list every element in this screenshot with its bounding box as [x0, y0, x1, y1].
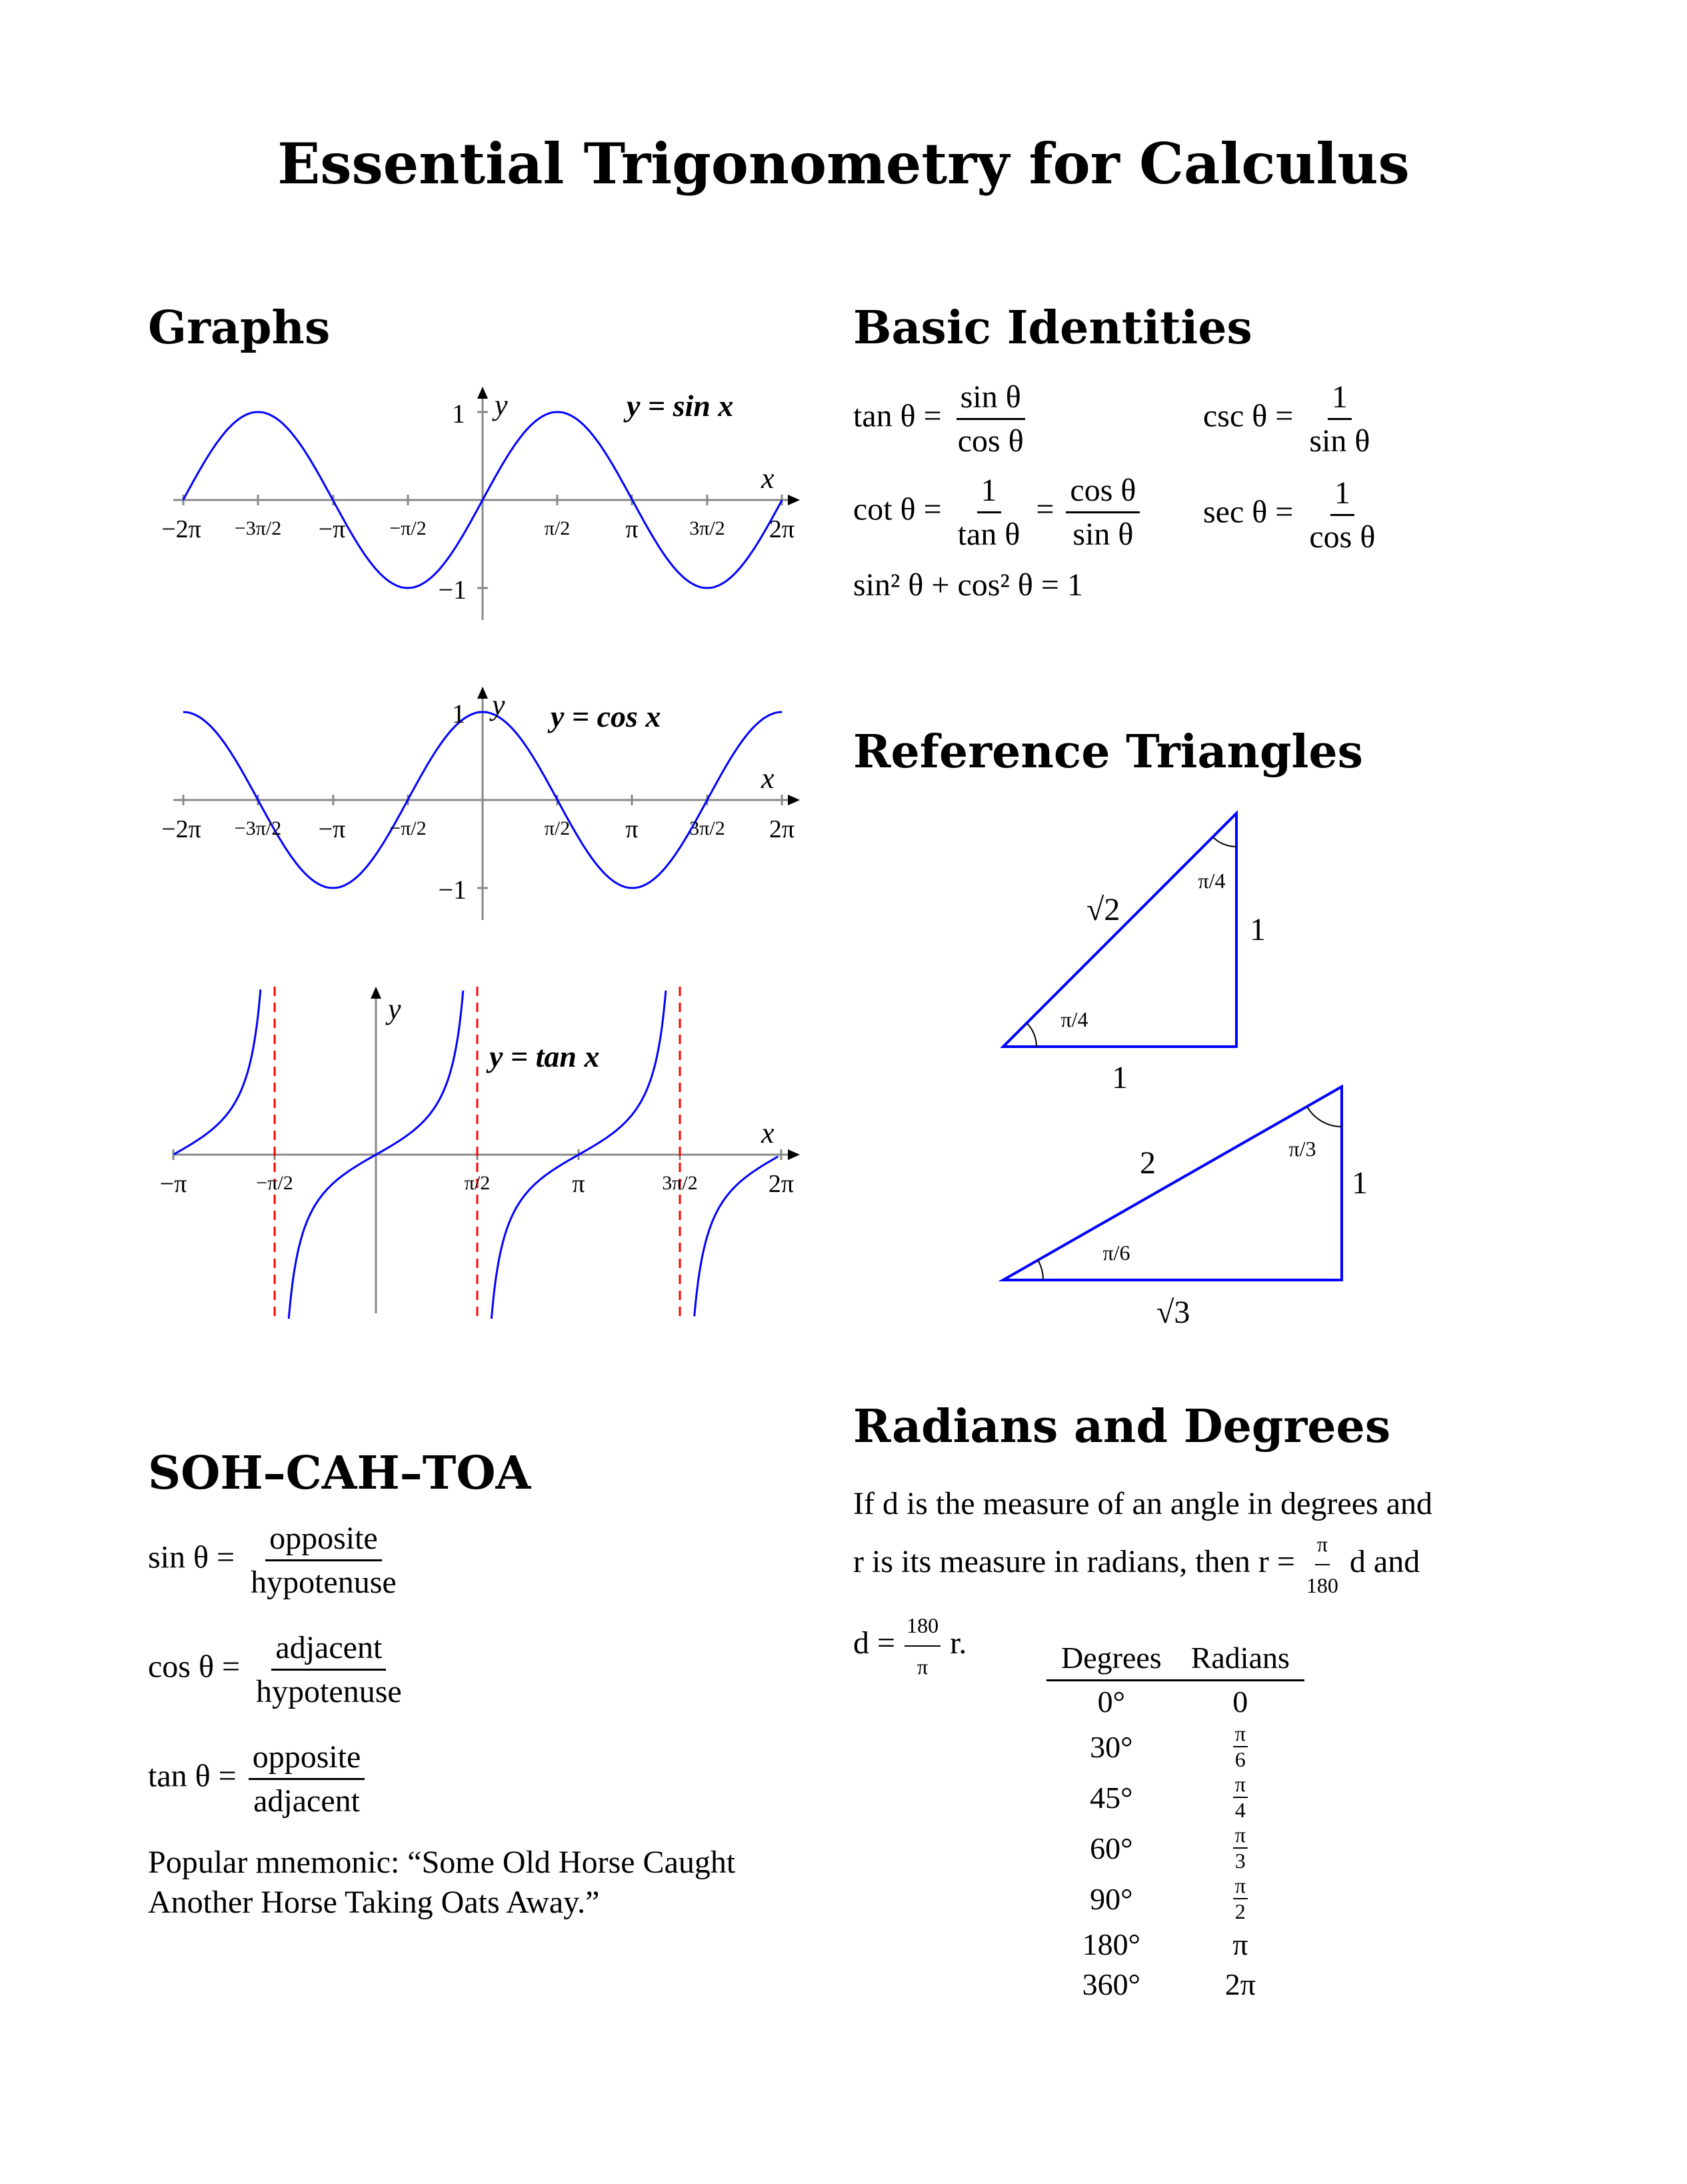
tangent-graph [153, 980, 820, 1327]
x-tick-labels [161, 515, 795, 543]
angle-label: π/3 [1288, 1137, 1316, 1161]
x-tick-label: −π/2 [389, 817, 427, 839]
pythagorean-identity: sin² θ + cos² θ = 1 [853, 567, 1083, 603]
x-tick-label: 3π/2 [689, 817, 725, 839]
identity-sec [1203, 475, 1383, 555]
x-axis-arrow [788, 495, 800, 505]
y-axis-arrow [477, 387, 488, 399]
radians-cell [1176, 1823, 1304, 1873]
fraction-denominator: π [917, 1655, 928, 1679]
paragraph-text: d and [1349, 1544, 1420, 1580]
paragraph-line [853, 1524, 1533, 1605]
radians-cell [1176, 1873, 1304, 1924]
x-tick-label: −π [318, 815, 346, 843]
x-tick-label: 2π [769, 515, 795, 543]
fraction-numerator: 1 [1330, 475, 1354, 516]
graphs-heading: Graphs [148, 301, 331, 355]
tangent-branch [695, 1157, 779, 1317]
fraction-numerator: π [1233, 1721, 1248, 1747]
x-tick-label: π [572, 1170, 585, 1198]
toa-tan [148, 1739, 369, 1819]
triangle-30-60 [1003, 1087, 1368, 1330]
fraction-denominator: adjacent [253, 1783, 360, 1819]
y-axis-arrow [371, 987, 381, 999]
hypotenuse-label: √2 [1086, 892, 1120, 927]
axis-label-y: y [492, 689, 505, 721]
paragraph-text: d = [853, 1625, 896, 1661]
fraction-denominator: 2 [1234, 1899, 1246, 1923]
angle-label: π/4 [1198, 869, 1226, 893]
conversion-table [1046, 1640, 1304, 2004]
axis-label-y: y [388, 993, 401, 1025]
fraction-denominator: sin θ [1309, 423, 1370, 459]
degrees-cell: 90° [1090, 1881, 1133, 1916]
paragraph-line: If d is the measure of an angle in degrees and [853, 1486, 1432, 1521]
fraction-numerator: opposite [265, 1520, 382, 1561]
soh-sin [148, 1520, 405, 1601]
axis-label-x: x [761, 1117, 775, 1149]
degrees-cell: 30° [1090, 1729, 1133, 1764]
asymptotes [275, 987, 680, 1320]
table-header-row [1046, 1640, 1304, 1681]
y-tick-label-neg1: −1 [438, 875, 467, 905]
x-tick-label: 3π/2 [662, 1172, 698, 1194]
fraction-denominator: cos θ [957, 423, 1024, 459]
fraction-numerator: π [1233, 1772, 1248, 1798]
angle-arc [1026, 1023, 1036, 1047]
fraction-denominator: 6 [1234, 1747, 1246, 1771]
x-tick-label: −π/2 [256, 1172, 293, 1194]
degrees-cell: 0° [1097, 1684, 1126, 1719]
paragraph-text: r is its measure in radians, then r = [853, 1544, 1295, 1580]
table-row [1046, 1681, 1304, 1722]
radians-cell: 2π [1224, 1967, 1256, 2001]
axis-label-x: x [761, 462, 775, 495]
axis-label-y: y [495, 389, 508, 421]
x-tick-label: π [625, 815, 639, 843]
table-row [1046, 1721, 1304, 1772]
page-title: Essential Trigonometry for Calculus [277, 131, 1410, 197]
x-tick-label: π/2 [464, 1172, 491, 1194]
fraction-denominator: sin θ [1072, 517, 1134, 552]
sine-graph [153, 380, 820, 620]
column-header-degrees: Degrees [1046, 1640, 1176, 1681]
radians-cell: 0 [1232, 1684, 1248, 1719]
x-tick-label: −2π [161, 815, 201, 843]
cah-cos [148, 1629, 410, 1710]
x-tick-label: 3π/2 [689, 517, 725, 539]
radians-cell: π [1232, 1927, 1248, 1961]
fraction-denominator: hypotenuse [251, 1565, 397, 1600]
identity-lhs: tan θ = [853, 398, 942, 434]
axis-label-x: x [761, 762, 775, 795]
fraction-numerator: 1 [977, 472, 1001, 513]
fraction-denominator: hypotenuse [256, 1674, 402, 1709]
identity-tan [853, 379, 1032, 459]
x-tick-label: 2π [768, 1170, 795, 1198]
angle-arc [1213, 837, 1236, 847]
fraction-numerator: opposite [249, 1739, 365, 1780]
equals-sign: = [1036, 491, 1054, 527]
radians-heading: Radians and Degrees [853, 1400, 1391, 1453]
table-row [1046, 1924, 1304, 1964]
triangle-45 [1003, 813, 1266, 1095]
x-tick-label: −π [318, 515, 346, 543]
x-axis-arrow [788, 1149, 800, 1160]
fraction-denominator: cos θ [1309, 519, 1376, 555]
identity-lhs: cos θ = [148, 1649, 241, 1685]
side-label-horizontal: 1 [1112, 1060, 1128, 1095]
x-tick-label: −3π/2 [234, 817, 282, 839]
paragraph-text: r. [950, 1625, 967, 1661]
degrees-cell: 45° [1090, 1780, 1133, 1815]
identities-heading: Basic Identities [853, 301, 1252, 355]
side-label-horizontal: √3 [1156, 1295, 1190, 1330]
radians-cell [1176, 1721, 1304, 1772]
hypotenuse-label: 2 [1140, 1145, 1156, 1181]
x-tick-label: −π/2 [389, 517, 427, 539]
angle-arc [1307, 1107, 1342, 1127]
degrees-cell: 180° [1082, 1927, 1141, 1961]
table-row [1046, 1964, 1304, 2004]
degrees-cell: 360° [1082, 1967, 1141, 2001]
mnemonic-text: Popular mnemonic: “Some Old Horse Caught Another Horse Taking Oats Away.” [148, 1845, 736, 1920]
x-axis-arrow [788, 795, 800, 805]
identity-lhs: sin θ = [148, 1539, 235, 1575]
y-axis-arrow [477, 687, 488, 699]
angle-label: π/6 [1102, 1241, 1130, 1265]
x-tick-label: π/2 [544, 517, 571, 539]
fraction-numerator: π [1233, 1873, 1248, 1899]
radians-cell [1176, 1772, 1304, 1823]
fraction-numerator: adjacent [271, 1629, 386, 1671]
identity-cot [853, 472, 1144, 553]
x-tick-label: 2π [769, 815, 795, 843]
side-label-vertical: 1 [1250, 912, 1266, 947]
fraction-numerator: sin θ [956, 379, 1025, 420]
x-tick-label: −3π/2 [234, 517, 282, 539]
triangles-heading: Reference Triangles [853, 725, 1363, 779]
table-row [1046, 1873, 1304, 1924]
identity-lhs: cot θ = [853, 491, 942, 527]
reference-triangles [986, 800, 1453, 1347]
x-tick-label: −2π [161, 515, 201, 543]
angle-label: π/4 [1060, 1007, 1088, 1031]
sine-label: y = sin x [627, 389, 734, 423]
x-tick-labels [161, 815, 795, 843]
identity-lhs: sec θ = [1203, 494, 1294, 530]
fraction-denominator: 180 [1306, 1573, 1338, 1597]
x-tick-label: π/2 [544, 817, 571, 839]
column-header-radians: Radians [1176, 1640, 1304, 1681]
fraction-numerator: π [1233, 1823, 1248, 1849]
identity-lhs: tan θ = [148, 1758, 237, 1794]
y-tick-label-1: 1 [452, 399, 465, 429]
angle-arc [1038, 1260, 1043, 1280]
table-row [1046, 1823, 1304, 1873]
x-tick-label: π [625, 515, 639, 543]
cosine-label: y = cos x [551, 699, 661, 733]
fraction-denominator: 3 [1234, 1849, 1246, 1873]
identity-lhs: csc θ = [1203, 398, 1294, 434]
fraction-denominator: 4 [1234, 1798, 1246, 1822]
table-row [1046, 1772, 1304, 1823]
degrees-cell: 60° [1090, 1831, 1133, 1865]
soh-heading: SOH–CAH–TOA [148, 1447, 531, 1500]
identity-csc [1203, 379, 1378, 459]
x-tick-label: −π [159, 1170, 187, 1198]
fraction-denominator: tan θ [957, 517, 1020, 552]
tangent-branch [174, 989, 261, 1154]
cosine-graph [153, 680, 820, 920]
fraction-numerator: 180 [904, 1605, 940, 1647]
fraction-numerator: cos θ [1066, 472, 1140, 513]
fraction-numerator: π [1315, 1524, 1330, 1565]
fraction-numerator: 1 [1328, 379, 1352, 420]
y-tick-label-1: 1 [452, 699, 465, 729]
tangent-label: y = tan x [489, 1039, 600, 1073]
x-tick-labels [160, 1170, 794, 1198]
side-label-vertical: 1 [1352, 1165, 1368, 1201]
y-tick-label-neg1: −1 [438, 575, 467, 605]
